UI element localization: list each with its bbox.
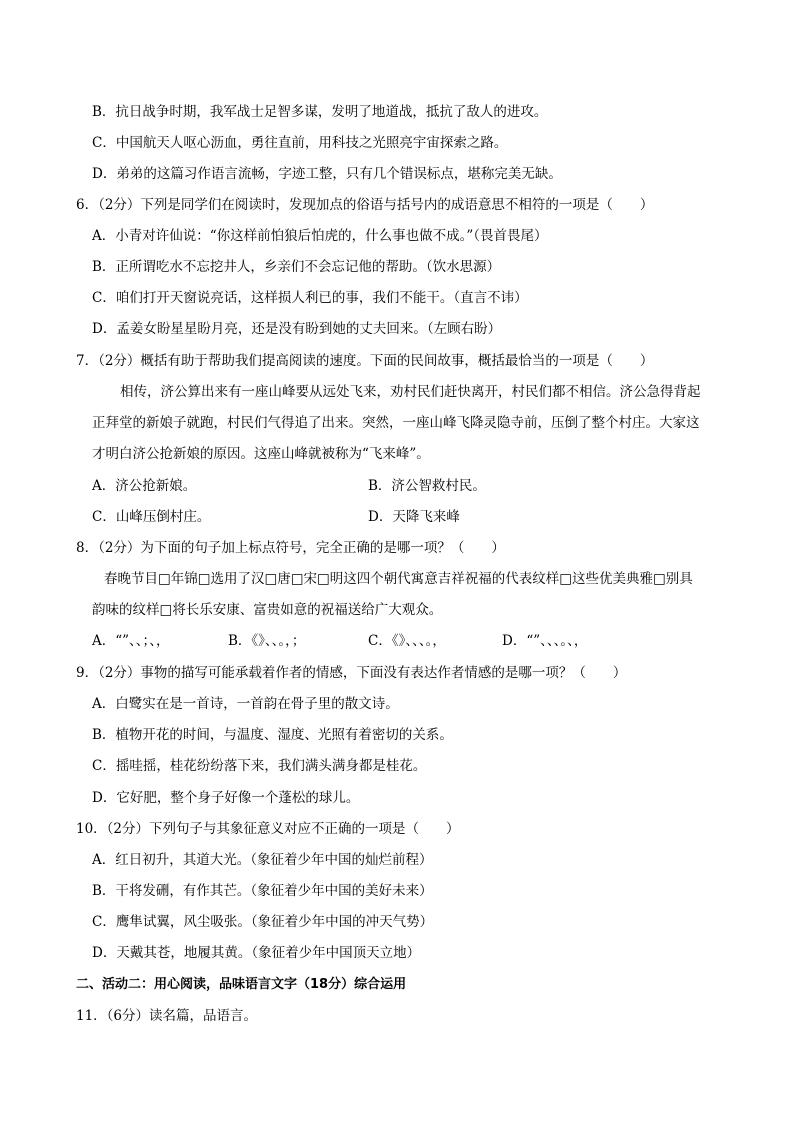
q7-option-c: C．山峰压倒村庄。	[92, 509, 211, 525]
q8-option-c: C．《》、、、。，	[368, 633, 446, 649]
q9-option-d: D．它好肥，整个身子好像一个蓬松的球儿。	[92, 790, 360, 806]
q8-stem: 8．（2分）为下面的句子加上标点符号，完全正确的是哪一项？（ ）	[76, 540, 505, 556]
q8-passage-line: 韵味的纹样□将长乐安康、富贵如意的祝福送给广大观众。	[92, 602, 443, 618]
q7-passage-line: 才明白济公抢新娘的原因。这座山峰就被称为“飞来峰”。	[92, 446, 430, 462]
q7-option-a: A．济公抢新娘。	[92, 478, 197, 494]
q7-stem: 7．（2分）概括有助于帮助我们提高阅读的速度。下面的民间故事，概括最恰当的一项是（ ）	[76, 353, 654, 369]
q9-option-a: A．白鹭实在是一首诗，一首韵在骨子里的散文诗。	[92, 696, 399, 712]
q7-option-b: B．济公智救村民。	[368, 478, 486, 494]
q6-option-b: B．正所谓吃水不忘挖井人，乡亲们不会忘记他的帮助。（饮水思源）	[92, 259, 501, 275]
q6-stem: 6．（2分）下列是同学们在阅读时，发现加点的俗语与括号内的成语意思不相符的一项是（ ）	[76, 197, 654, 213]
q10-stem: 10．（2分）下列句子与其象征意义对应不正确的一项是（ ）	[76, 821, 460, 837]
q6-option-a: A．小青对许仙说：“你这样前怕狼后怕虎的，什么事也做不成。”（畏首畏尾）	[92, 228, 548, 244]
q5-option-c: C．中国航天人呕心沥血，勇往直前，用科技之光照亮宇宙探索之路。	[92, 135, 508, 151]
q7-passage-line: 相传，济公算出来有一座山峰要从远处飞来，劝村民们赶快离开，村民们都不相信。济公急得背起	[120, 384, 701, 400]
q8-option-b: B．《》、、。，；	[228, 633, 306, 649]
q10-option-a: A．红日初升，其道大光。（象征着少年中国的灿烂前程）	[92, 852, 433, 868]
q8-option-a: A．“”、、；、，	[92, 633, 170, 649]
q7-option-d: D．天降飞来峰	[368, 509, 460, 525]
q9-option-c: C．摇哇摇，桂花纷纷落下来，我们满头满身都是桂花。	[92, 758, 427, 774]
q11-stem: 11．（6分）读名篇，品语言。	[76, 1008, 258, 1024]
q6-option-d: D．孟姜女盼星星盼月亮，还是没有盼到她的丈夫回来。（左顾右盼）	[92, 321, 502, 337]
q6-option-c: C．咱们打开天窗说亮话，这样损人利已的事，我们不能干。（直言不讳）	[92, 290, 528, 306]
q9-option-b: B．植物开花的时间，与温度、湿度、光照有着密切的关系。	[92, 727, 453, 743]
q7-passage-line: 正拜堂的新娘子就跑，村民们气得追了出来。突然，一座山峰飞降灵隐寺前，压倒了整个村庄。大家这	[92, 415, 700, 431]
q8-option-d: D．“”、、、。、，	[502, 633, 588, 649]
q10-option-c: C．鹰隼试翼，风尘吸张。（象征着少年中国的冲天气势）	[92, 914, 434, 930]
q8-passage-line: 春晚节目□年锦□选用了汉□唐□宋□明这四个朝代寓意吉祥祝福的代表纹样□这些优美典雅□别具	[104, 571, 693, 587]
section-heading: 二、活动二：用心阅读，品味语言文字（18分）综合运用	[76, 977, 407, 992]
q10-option-b: B．干将发硎，有作其芒。（象征着少年中国的美好未来）	[92, 883, 433, 899]
q5-option-b: B．抗日战争时期，我军战士足智多谋，发明了地道战，抵抗了敌人的进攻。	[92, 104, 548, 120]
q9-stem: 9．（2分）事物的描写可能承载着作者的情感，下面没有表达作者情感的是哪一项？（ ）	[76, 665, 627, 681]
q10-option-d: D．天戴其苍，地履其黄。（象征着少年中国顶天立地）	[92, 945, 421, 961]
q5-option-d: D．弟弟的这篇习作语言流畅，字迹工整，只有几个错误标点，堪称完美无缺。	[92, 166, 562, 182]
